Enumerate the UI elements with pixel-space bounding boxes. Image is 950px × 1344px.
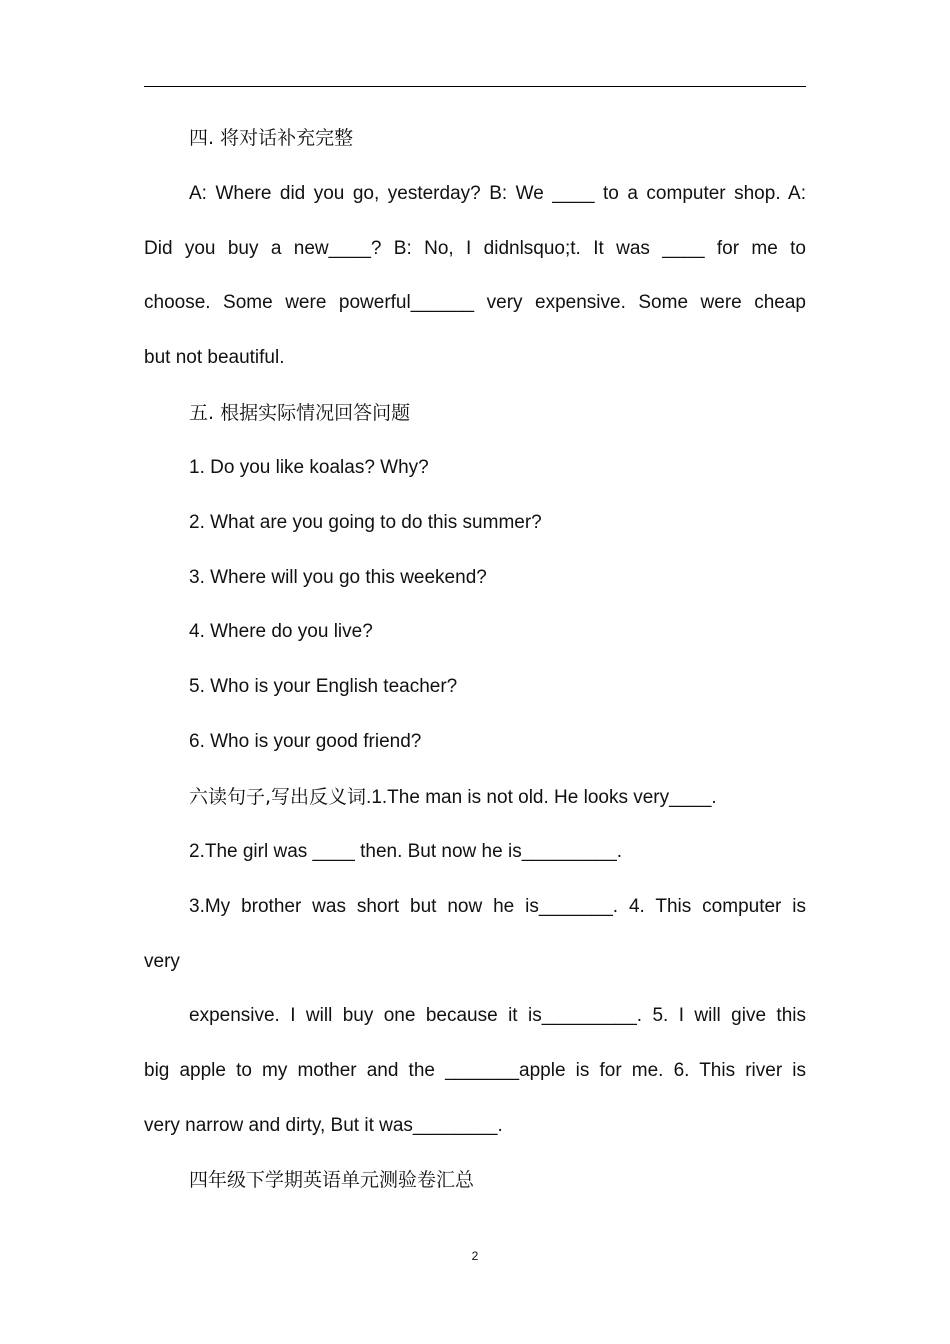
question-3: 3. Where will you go this weekend?: [189, 567, 487, 588]
section-6-line-7: very narrow and dirty, But it was________.: [144, 1115, 503, 1136]
section-5-heading: 五. 根据实际情况回答问题: [189, 402, 411, 424]
section-6-line-3: 3.My brother was short but now he is_______. 4. This computer is: [189, 896, 806, 917]
section-4-heading: 四. 将对话补充完整: [189, 127, 354, 149]
question-2: 2. What are you going to do this summer?: [189, 512, 542, 533]
dialogue-line-2: Did you buy a new____? B: No, I didnlsquo;t. It was ____ for me to: [144, 238, 806, 259]
dialogue-line-4: but not beautiful.: [144, 347, 285, 368]
question-1: 1. Do you like koalas? Why?: [189, 457, 429, 478]
section-6-sentence-1: .1.The man is not old. He looks very____.: [366, 787, 717, 808]
top-rule: [144, 86, 806, 87]
question-4: 4. Where do you live?: [189, 621, 373, 642]
dialogue-line-3: choose. Some were powerful______ very expensive. Some were cheap: [144, 292, 806, 313]
section-6-line-4: very: [144, 951, 180, 972]
question-6: 6. Who is your good friend?: [189, 731, 422, 752]
page-number: 2: [471, 1249, 479, 1263]
dialogue-line-1: A: Where did you go, yesterday? B: We ____ to a computer shop. A:: [189, 183, 806, 204]
section-6-line-5: expensive. I will buy one because it is_________. 5. I will give this: [189, 1005, 806, 1026]
section-6-line-1: [189, 785, 806, 810]
section-6-line-6: big apple to my mother and the _______apple is for me. 6. This river is: [144, 1060, 806, 1081]
section-6-heading: 六读句子,写出反义词: [189, 786, 367, 808]
collection-title: 四年级下学期英语单元测验卷汇总: [189, 1169, 475, 1191]
question-5: 5. Who is your English teacher?: [189, 676, 458, 697]
section-6-line-2: 2.The girl was ____ then. But now he is_________.: [189, 841, 623, 862]
